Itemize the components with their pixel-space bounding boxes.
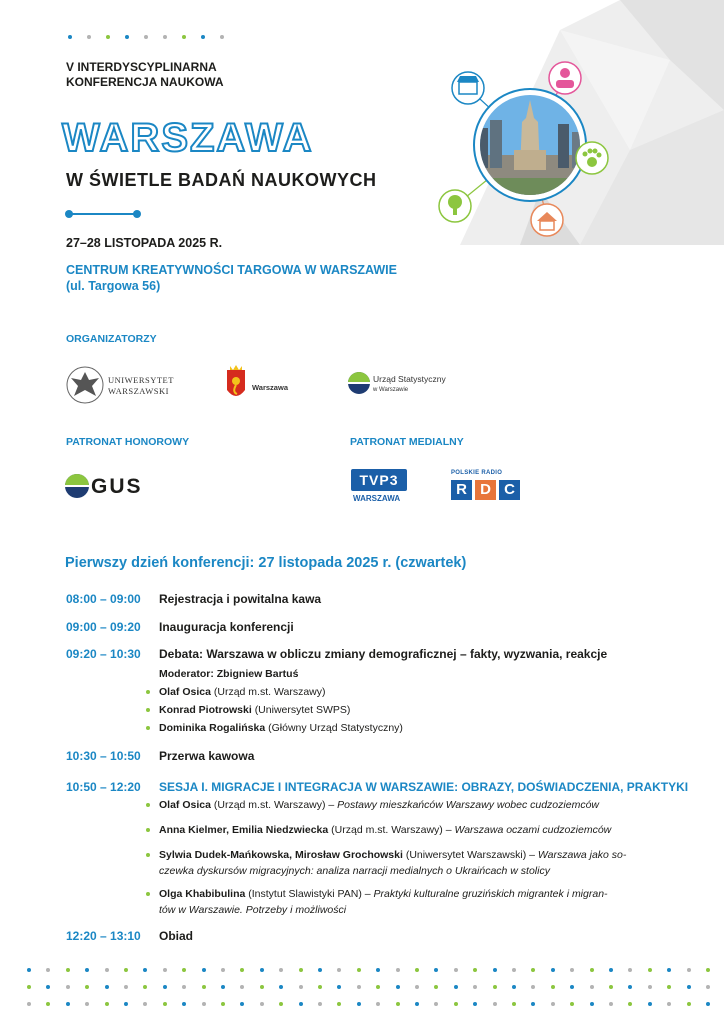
day-title: Pierwszy dzień konferencji: 27 listopada 2025 r. (czwartek) (65, 555, 467, 571)
decor-dot (357, 1002, 361, 1006)
decor-dot (260, 1002, 264, 1006)
uw-logo: UNIWERSYTET WARSZAWSKI (66, 364, 176, 406)
decor-dot (163, 985, 167, 989)
decor-dot (434, 968, 438, 972)
decor-dot (105, 985, 109, 989)
decor-dot (46, 1002, 50, 1006)
list-item: Olaf Osica (Urząd m.st. Warszawy) (159, 684, 669, 700)
session-title: Przerwa kawowa (159, 749, 255, 763)
decor-dot (143, 968, 147, 972)
decor-dot (66, 1002, 70, 1006)
decor-dot (376, 1002, 380, 1006)
decor-dot (493, 968, 497, 972)
decor-dot (182, 985, 186, 989)
decor-dot (376, 985, 380, 989)
moderator: Moderator: Zbigniew Bartuś (159, 668, 299, 680)
list-item: Dominika Rogalińska (Główny Urząd Statystyczny) (159, 720, 669, 736)
decor-dot (337, 968, 341, 972)
decor-dot (318, 1002, 322, 1006)
decor-dot (473, 985, 477, 989)
decor-dot (163, 968, 167, 972)
decor-dot (357, 968, 361, 972)
gus-icon (65, 471, 91, 501)
decor-dot (221, 985, 225, 989)
decor-dot (434, 1002, 438, 1006)
decor-dot (357, 985, 361, 989)
decor-dot (260, 968, 264, 972)
decor-dot (279, 1002, 283, 1006)
stats-office-icon (347, 368, 371, 398)
conference-venue: CENTRUM KREATYWNOŚCI TARGOWA W WARSZAWIE (ul. Targowa 56) (66, 263, 397, 293)
decor-dot (512, 985, 516, 989)
decor-dot (221, 968, 225, 972)
decor-dot (531, 1002, 535, 1006)
header-illustration (430, 0, 724, 250)
decor-dot (454, 1002, 458, 1006)
decor-dot (493, 985, 497, 989)
decor-dot (318, 985, 322, 989)
decor-dot (609, 968, 613, 972)
session-time: 12:20 – 13:10 (66, 929, 141, 943)
list-item: Anna Kielmer, Emilia Niedzwiecka (Urząd m.st. Warszawy) – Warszawa oczami cudzoziemców (159, 822, 669, 838)
decor-dot (493, 1002, 497, 1006)
decor-dot (124, 985, 128, 989)
decor-dot (628, 968, 632, 972)
decor-dot (318, 968, 322, 972)
decor-dot (299, 985, 303, 989)
decor-dot (27, 1002, 31, 1006)
decor-dot (85, 1002, 89, 1006)
session-time: 10:30 – 10:50 (66, 749, 141, 763)
decor-dot (570, 968, 574, 972)
decor-dot (240, 1002, 244, 1006)
decor-dot (105, 968, 109, 972)
decor-dot (590, 1002, 594, 1006)
decor-dot (590, 968, 594, 972)
tvp3-logo: TVP3 WARSZAWA (351, 469, 409, 505)
rdc-logo: POLSKIE RADIO R D C (451, 470, 523, 502)
urzad-statystyczny-logo: Urząd Statystyczny w Warszawie (347, 368, 467, 402)
decor-dot (143, 1002, 147, 1006)
decor-dot (648, 985, 652, 989)
session-title: Inauguracja konferencji (159, 620, 294, 634)
decor-dot (628, 1002, 632, 1006)
decor-dot (105, 1002, 109, 1006)
honorary-patron-label: PATRONAT HONOROWY (66, 436, 190, 448)
session-title: SESJA I. MIGRACJE I INTEGRACJA W WARSZAWIE: OBRAZY, DOŚWIADCZENIA, PRAKTYKI (159, 780, 689, 794)
decor-dot (124, 1002, 128, 1006)
decor-dot (299, 968, 303, 972)
decor-dot (85, 968, 89, 972)
decor-dot (376, 968, 380, 972)
decor-dot (202, 968, 206, 972)
media-patron-label: PATRONAT MEDIALNY (350, 436, 464, 448)
session-title: Obiad (159, 929, 194, 943)
list-item: Olaf Osica (Urząd m.st. Warszawy) – Postawy mieszkańców Warszawy wobec cudzoziemców (159, 797, 669, 813)
decor-dot (454, 968, 458, 972)
decor-dot (46, 968, 50, 972)
decor-dot (66, 985, 70, 989)
decor-dot (202, 1002, 206, 1006)
decor-dot (512, 1002, 516, 1006)
decor-dot (143, 985, 147, 989)
decor-dot (706, 1002, 710, 1006)
decor-dot (590, 985, 594, 989)
decor-dot (628, 985, 632, 989)
list-item: Konrad Piotrowski (Uniwersytet SWPS) (159, 702, 669, 718)
decor-dot (337, 985, 341, 989)
decor-dot (124, 968, 128, 972)
decor-dot (551, 968, 555, 972)
title-divider (64, 208, 144, 220)
decor-dot (46, 985, 50, 989)
decor-dot (667, 985, 671, 989)
decor-dot (609, 1002, 613, 1006)
decor-dot (279, 985, 283, 989)
decor-dot (434, 985, 438, 989)
decor-dot (687, 968, 691, 972)
decor-dot (27, 985, 31, 989)
session-time: 10:50 – 12:20 (66, 780, 141, 794)
decor-dot (85, 985, 89, 989)
decor-dot (337, 1002, 341, 1006)
decor-dot (570, 1002, 574, 1006)
decor-dot (531, 968, 535, 972)
decor-dot (454, 985, 458, 989)
eagle-icon (66, 364, 104, 406)
list-item: Sylwia Dudek-Mańkowska, Mirosław Grochowski (Uniwersytet Warszawski) – Warszawa jako so- czewka dyskursów migracyjnych: analiza narracji medialnych o Ukraińcach w stolicy (159, 847, 669, 879)
decor-dot (240, 968, 244, 972)
session-time: 09:20 – 10:30 (66, 647, 141, 661)
gus-logo: GUS (65, 471, 145, 503)
page-title: WARSZAWA (62, 116, 314, 160)
decor-dot (512, 968, 516, 972)
decor-dot (473, 1002, 477, 1006)
decor-dot (570, 985, 574, 989)
decor-dot (182, 1002, 186, 1006)
decor-dot (182, 968, 186, 972)
decor-dot (396, 1002, 400, 1006)
decor-dot (667, 1002, 671, 1006)
decor-dot (240, 985, 244, 989)
decor-dot (27, 968, 31, 972)
decor-dot (609, 985, 613, 989)
decor-dot (279, 968, 283, 972)
decor-dot (648, 968, 652, 972)
city-crest-icon (224, 364, 248, 402)
decor-dot (687, 985, 691, 989)
decor-dot (531, 985, 535, 989)
decor-dot (473, 968, 477, 972)
decor-dot (415, 1002, 419, 1006)
decor-dot (706, 985, 710, 989)
decor-dot (687, 1002, 691, 1006)
organizers-label: ORGANIZATORZY (66, 333, 157, 345)
session-title: Debata: Warszawa w obliczu zmiany demograficznej – fakty, wyzwania, reakcje (159, 647, 608, 661)
decor-dot (66, 968, 70, 972)
decor-dot (415, 985, 419, 989)
conference-dates: 27–28 LISTOPADA 2025 R. (66, 236, 223, 250)
decor-dot (202, 985, 206, 989)
list-item: Olga Khabibulina (Instytut Slawistyki PAN) – Praktyki kulturalne gruzińskich migrantek i migran- tów w Warszawie. Potrzeby i możliwości (159, 886, 669, 918)
decor-dot (551, 985, 555, 989)
decor-dot (260, 985, 264, 989)
session-time: 08:00 – 09:00 (66, 592, 141, 606)
warszawa-city-logo: Warszawa (224, 364, 304, 404)
decor-dot (551, 1002, 555, 1006)
decor-dot (396, 968, 400, 972)
decor-dot (648, 1002, 652, 1006)
decor-dot (415, 968, 419, 972)
session-time: 09:00 – 09:20 (66, 620, 141, 634)
decor-dot (396, 985, 400, 989)
decor-dot (299, 1002, 303, 1006)
decor-dot (163, 1002, 167, 1006)
decor-dot (667, 968, 671, 972)
session-title: Rejestracja i powitalna kawa (159, 592, 322, 606)
decor-dot (221, 1002, 225, 1006)
decor-dot (706, 968, 710, 972)
conference-kicker: V INTERDYSCYPLINARNA KONFERENCJA NAUKOWA (66, 60, 224, 89)
page-subtitle: W ŚWIETLE BADAŃ NAUKOWYCH (66, 170, 377, 190)
